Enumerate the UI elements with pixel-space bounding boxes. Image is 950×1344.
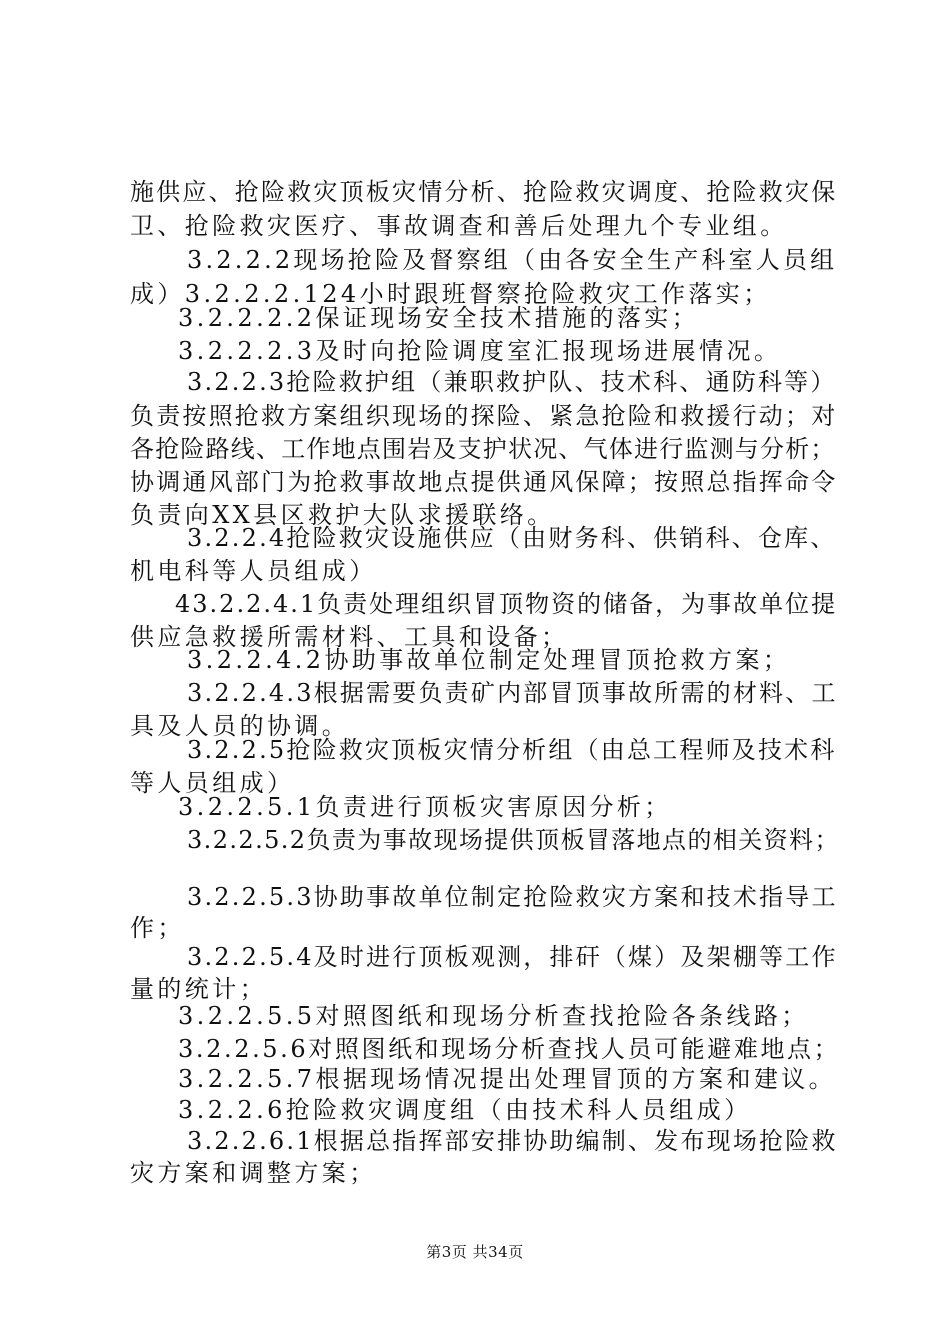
text-line: 3.2.2.5抢险救灾顶板灾情分析组（由总工程师及技术科 [187, 736, 837, 764]
text-line: 3.2.2.5.5对照图纸和现场分析查找抢险各条线路； [178, 1002, 809, 1030]
page-number-footer: 第3页 共34页 [426, 1243, 524, 1261]
text-line: 3.2.2.5.7根据现场情况提出处理冒顶的方案和建议。 [178, 1065, 837, 1093]
text-line: 3.2.2.5.1负责进行顶板灾害原因分析； [178, 793, 672, 821]
text-line: 3.2.2.2.3及时向抢险调度室汇报现场进展情况。 [178, 337, 782, 365]
text-line: 量的统计； [130, 975, 267, 1003]
text-line: 3.2.2.2现场抢险及督察组（由各安全生产科室人员组 [187, 246, 838, 274]
text-line: 3.2.2.2.2保证现场安全技术措施的落实； [178, 304, 700, 332]
text-line: 负责向XX县区救护大队求援联络。 [130, 501, 555, 529]
text-line: 3.2.2.6.1根据总指挥部安排协助编制、发布现场抢险救 [187, 1127, 838, 1155]
text-line: 3.2.2.5.4及时进行顶板观测，排矸（煤）及架棚等工作 [187, 943, 838, 971]
text-line: 供应急救援所需材料、工具和设备； [130, 623, 569, 651]
text-line: 3.2.2.5.6对照图纸和现场分析查找人员可能避难地点； [178, 1035, 841, 1063]
text-line: 各抢险路线、工作地点围岩及支护状况、气体进行监测与分析； [130, 435, 836, 463]
text-line: 3.2.2.3抢险救护组（兼职救护队、技术科、通防科等） [187, 368, 837, 396]
text-line: 施供应、抢险救灾顶板灾情分析、抢险救灾调度、抢险救灾保 [130, 178, 838, 206]
text-line: 43.2.2.4.1负责处理组织冒顶物资的储备，为事故单位提 [175, 590, 838, 618]
text-line: 等人员组成） [130, 769, 295, 797]
text-line: 3.2.2.5.2负责为事故现场提供顶板冒落地点的相关资料； [187, 826, 840, 854]
text-line: 3.2.2.4.2协助事故单位制定处理冒顶抢救方案； [187, 646, 791, 674]
text-line: 3.2.2.4抢险救灾设施供应（由财务科、供销科、仓库、 [187, 524, 837, 552]
text-line: 机电科等人员组成） [130, 557, 377, 585]
text-line: 作； [130, 914, 185, 942]
text-line: 协调通风部门为抢救事故地点提供通风保障；按照总指挥命令 [130, 468, 838, 496]
text-line: 3.2.2.4.3根据需要负责矿内部冒顶事故所需的材料、工 [187, 679, 838, 707]
text-line: 负责按照抢救方案组织现场的探险、紧急抢险和救援行动；对 [130, 402, 838, 430]
text-line: 成）3.2.2.2.124小时跟班督察抢险救灾工作落实； [130, 280, 771, 308]
text-line: 3.2.2.6抢险救灾调度组（由技术科人员组成） [178, 1096, 752, 1124]
text-line: 具及人员的协调。 [130, 712, 350, 740]
text-line: 灾方案和调整方案； [130, 1159, 377, 1187]
text-line: 3.2.2.5.3协助事故单位制定抢险救灾方案和技术指导工 [187, 883, 838, 911]
text-line: 卫、抢险救灾医疗、事故调查和善后处理九个专业组。 [130, 212, 788, 240]
